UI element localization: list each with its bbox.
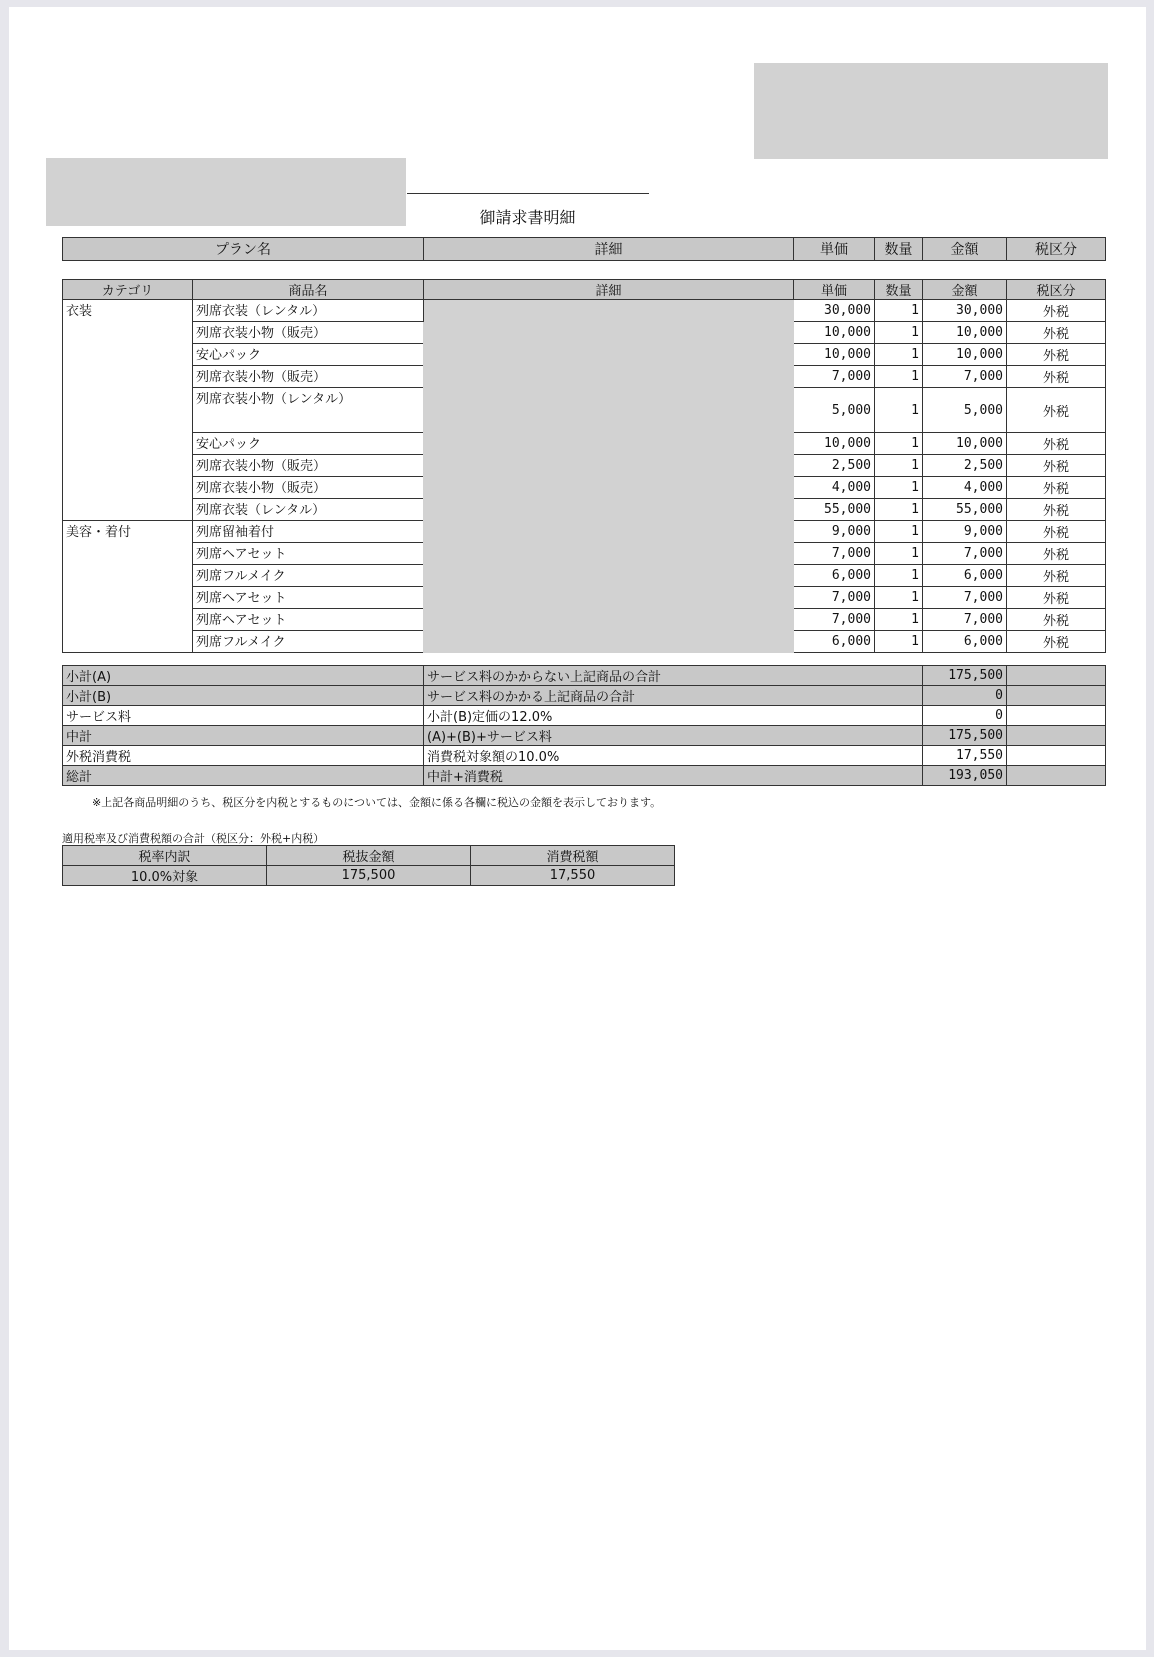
item-unit-price: 6,000 (794, 565, 875, 587)
item-qty: 1 (875, 587, 923, 609)
plan-header-unit: 単価 (794, 238, 875, 261)
item-name: 列席衣装小物（レンタル） (193, 388, 424, 433)
item-tax-type: 外税 (1007, 455, 1106, 477)
item-amount: 10,000 (923, 344, 1007, 366)
rate-header-excl: 税抜金額 (267, 846, 471, 866)
item-name: 列席衣装小物（販売） (193, 477, 424, 499)
redacted-detail-cell (424, 300, 794, 653)
summary-desc: サービス料のかかる上記商品の合計 (424, 686, 923, 706)
item-tax-type: 外税 (1007, 300, 1106, 322)
item-qty: 1 (875, 433, 923, 455)
invoice-page (9, 7, 1146, 1650)
rate-header-breakdown: 税率内訳 (63, 846, 267, 866)
document-title: 御請求書明細 (479, 208, 576, 227)
summary-blank (1007, 706, 1106, 726)
summary-desc: 中計+消費税 (424, 766, 923, 786)
summary-label: 小計(B) (63, 686, 424, 706)
item-qty: 1 (875, 344, 923, 366)
summary-row (63, 726, 1106, 746)
item-tax-type: 外税 (1007, 477, 1106, 499)
item-tax-type: 外税 (1007, 366, 1106, 388)
category-cell: 美容・着付 (63, 521, 193, 653)
item-qty: 1 (875, 322, 923, 344)
item-name: 列席衣装小物（販売） (193, 455, 424, 477)
item-qty: 1 (875, 366, 923, 388)
item-qty: 1 (875, 455, 923, 477)
item-unit-price: 2,500 (794, 455, 875, 477)
summary-row (63, 706, 1106, 726)
summary-amount: 193,050 (923, 766, 1007, 786)
item-name: 列席ヘアセット (193, 609, 424, 631)
item-unit-price: 10,000 (794, 322, 875, 344)
items-header-qty: 数量 (875, 280, 923, 300)
item-qty: 1 (875, 543, 923, 565)
items-header-category: カテゴリ (63, 280, 193, 300)
item-qty: 1 (875, 521, 923, 543)
summary-desc: 消費税対象額の10.0% (424, 746, 923, 766)
item-tax-type: 外税 (1007, 543, 1106, 565)
plan-header-amount: 金額 (923, 238, 1007, 261)
item-unit-price: 7,000 (794, 543, 875, 565)
item-amount: 7,000 (923, 366, 1007, 388)
summary-desc: (A)+(B)+サービス料 (424, 726, 923, 746)
item-amount: 6,000 (923, 565, 1007, 587)
item-unit-price: 6,000 (794, 631, 875, 653)
summary-label: 中計 (63, 726, 424, 746)
item-qty: 1 (875, 388, 923, 433)
summary-desc: 小計(B)定価の12.0% (424, 706, 923, 726)
summary-row (63, 746, 1106, 766)
plan-header-name: プラン名 (63, 238, 424, 261)
item-amount: 9,000 (923, 521, 1007, 543)
table-row (63, 300, 1106, 322)
item-amount: 4,000 (923, 477, 1007, 499)
rate-table-heading: 適用税率及び消費税額の合計（税区分：外税+内税） (62, 832, 325, 845)
summary-label: 小計(A) (63, 666, 424, 686)
item-name: 列席衣装小物（販売） (193, 322, 424, 344)
item-tax-type: 外税 (1007, 433, 1106, 455)
summary-blank (1007, 746, 1106, 766)
summary-label: 総計 (63, 766, 424, 786)
item-tax-type: 外税 (1007, 344, 1106, 366)
item-qty: 1 (875, 609, 923, 631)
item-tax-type: 外税 (1007, 609, 1106, 631)
rate-header-tax: 消費税額 (471, 846, 675, 866)
items-header-amount: 金額 (923, 280, 1007, 300)
category-cell: 衣装 (63, 300, 193, 521)
item-amount: 6,000 (923, 631, 1007, 653)
item-amount: 7,000 (923, 609, 1007, 631)
item-qty: 1 (875, 477, 923, 499)
item-unit-price: 7,000 (794, 366, 875, 388)
item-unit-price: 10,000 (794, 344, 875, 366)
item-tax-type: 外税 (1007, 631, 1106, 653)
summary-blank (1007, 666, 1106, 686)
item-tax-type: 外税 (1007, 499, 1106, 521)
tax-note: ※上記各商品明細のうち、税区分を内税とするものについては、金額に係る各欄に税込の金額を表示しております。 (92, 796, 662, 809)
rate-table (62, 845, 675, 886)
item-unit-price: 55,000 (794, 499, 875, 521)
item-unit-price: 4,000 (794, 477, 875, 499)
summary-label: サービス料 (63, 706, 424, 726)
summary-desc: サービス料のかからない上記商品の合計 (424, 666, 923, 686)
item-amount: 5,000 (923, 388, 1007, 433)
items-header-row (63, 280, 1106, 300)
plan-header-detail: 詳細 (424, 238, 794, 261)
items-header-name: 商品名 (193, 280, 424, 300)
summary-amount: 0 (923, 706, 1007, 726)
item-amount: 55,000 (923, 499, 1007, 521)
item-name: 列席衣装小物（販売） (193, 366, 424, 388)
item-unit-price: 9,000 (794, 521, 875, 543)
items-header-detail: 詳細 (424, 280, 794, 300)
item-unit-price: 30,000 (794, 300, 875, 322)
rate-excl-amount: 175,500 (267, 866, 471, 886)
item-tax-type: 外税 (1007, 521, 1106, 543)
item-unit-price: 5,000 (794, 388, 875, 433)
items-table (62, 279, 1106, 653)
items-header-unit: 単価 (794, 280, 875, 300)
summary-row (63, 666, 1106, 686)
item-amount: 10,000 (923, 433, 1007, 455)
item-name: 列席衣装（レンタル） (193, 499, 424, 521)
item-amount: 7,000 (923, 543, 1007, 565)
summary-blank (1007, 766, 1106, 786)
item-name: 列席衣装（レンタル） (193, 300, 424, 322)
item-qty: 1 (875, 565, 923, 587)
rate-tax-amount: 17,550 (471, 866, 675, 886)
plan-header-qty: 数量 (875, 238, 923, 261)
rate-row (63, 866, 675, 886)
item-tax-type: 外税 (1007, 322, 1106, 344)
item-tax-type: 外税 (1007, 388, 1106, 433)
item-name: 安心パック (193, 344, 424, 366)
plan-header-tax: 税区分 (1007, 238, 1106, 261)
item-amount: 10,000 (923, 322, 1007, 344)
item-name: 安心パック (193, 433, 424, 455)
item-qty: 1 (875, 300, 923, 322)
rate-breakdown: 10.0%対象 (63, 866, 267, 886)
item-name: 列席ヘアセット (193, 587, 424, 609)
redacted-header-block (754, 63, 1108, 159)
summary-amount: 175,500 (923, 666, 1007, 686)
title-underline (407, 193, 649, 194)
summary-blank (1007, 726, 1106, 746)
item-name: 列席留袖着付 (193, 521, 424, 543)
item-unit-price: 10,000 (794, 433, 875, 455)
plan-header-row (63, 238, 1106, 261)
item-unit-price: 7,000 (794, 587, 875, 609)
summary-label: 外税消費税 (63, 746, 424, 766)
item-unit-price: 7,000 (794, 609, 875, 631)
summary-row (63, 766, 1106, 786)
summary-table (62, 665, 1106, 786)
summary-amount: 175,500 (923, 726, 1007, 746)
item-tax-type: 外税 (1007, 587, 1106, 609)
item-tax-type: 外税 (1007, 565, 1106, 587)
summary-amount: 0 (923, 686, 1007, 706)
rate-header-row (63, 846, 675, 866)
item-name: 列席フルメイク (193, 565, 424, 587)
item-amount: 7,000 (923, 587, 1007, 609)
summary-row (63, 686, 1106, 706)
summary-amount: 17,550 (923, 746, 1007, 766)
summary-blank (1007, 686, 1106, 706)
item-qty: 1 (875, 499, 923, 521)
item-amount: 30,000 (923, 300, 1007, 322)
items-header-tax: 税区分 (1007, 280, 1106, 300)
item-qty: 1 (875, 631, 923, 653)
item-name: 列席ヘアセット (193, 543, 424, 565)
item-name: 列席フルメイク (193, 631, 424, 653)
item-amount: 2,500 (923, 455, 1007, 477)
plan-table (62, 237, 1106, 261)
